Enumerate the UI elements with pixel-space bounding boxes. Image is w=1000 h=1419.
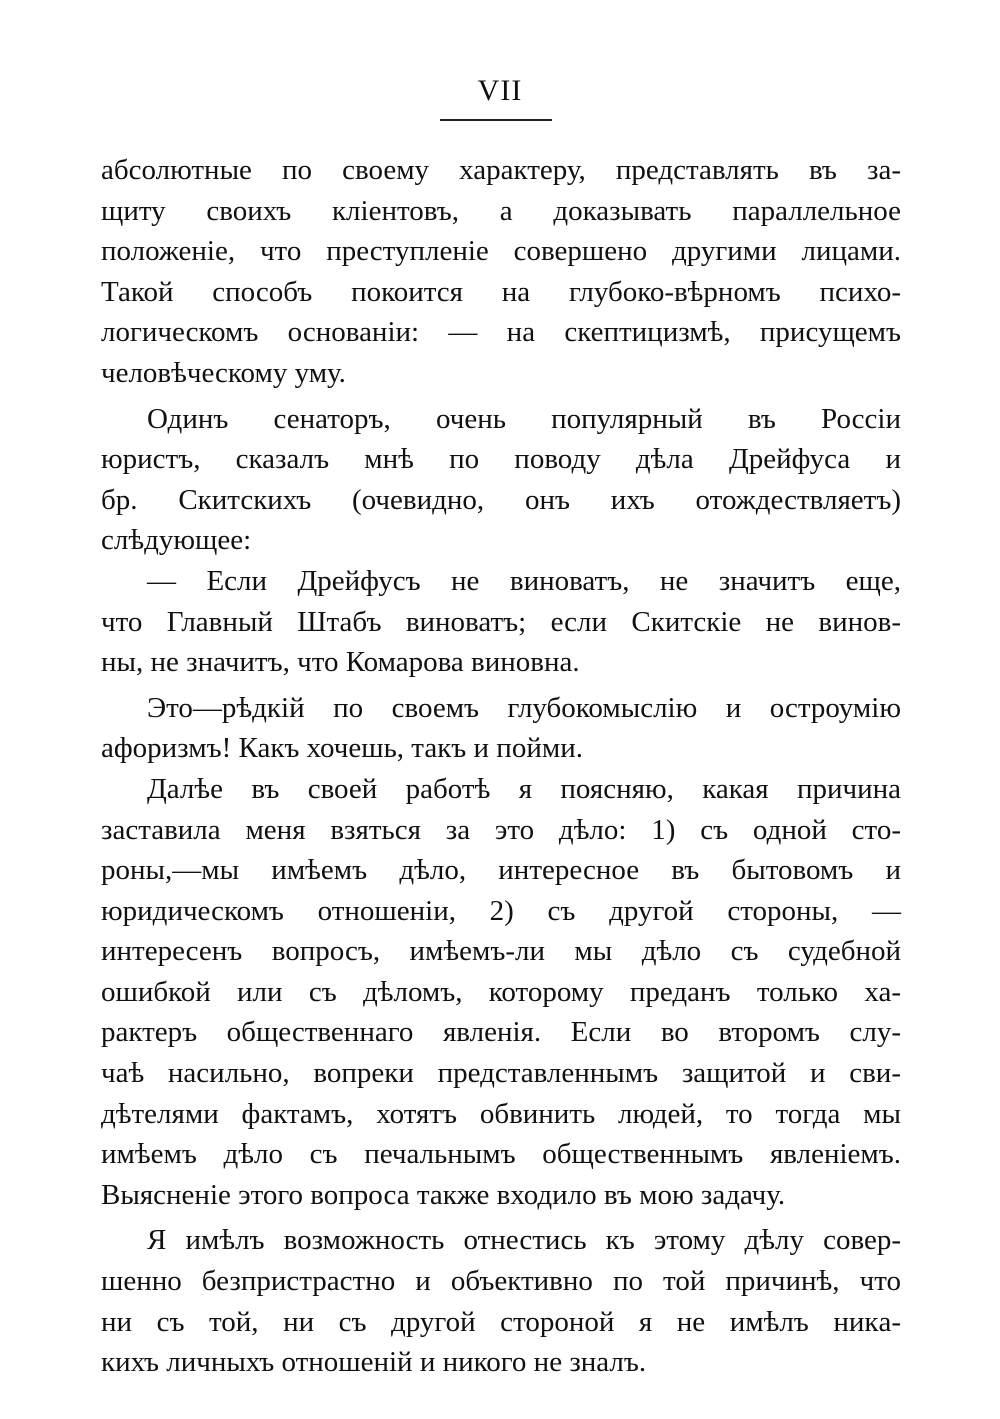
text-line: чаѣ насильно, вопреки представленнымъ защитой и сви- [101, 1057, 901, 1090]
text-line: Я имѣлъ возможность отнестись къ этому дѣлу совер- [147, 1224, 901, 1257]
text-line: рактеръ общественнаго явленія. Если во второмъ слу- [101, 1016, 901, 1049]
text-line: человѣческому уму. [101, 356, 346, 389]
page-number: VII [477, 74, 523, 107]
text-line: логическомъ основаніи: — на скептицизмѣ, присущемъ [101, 316, 901, 349]
text-line: слѣдующее: [101, 524, 252, 557]
text-line: кихъ личныхъ отношеній и никого не зналъ. [101, 1346, 647, 1379]
text-line: ны, не значитъ, что Комарова виновна. [101, 646, 580, 679]
paragraph-4 [101, 688, 901, 769]
text-line: роны,—мы имѣемъ дѣло, интересное въ бытовомъ и [101, 854, 901, 887]
paragraph-2 [101, 399, 901, 561]
text-line: Одинъ сенаторъ, очень популярный въ Россіи [147, 402, 901, 435]
text-line: интересенъ вопросъ, имѣемъ-ли мы дѣло съ судебной [101, 935, 901, 968]
text-line: что Главный Штабъ виноватъ; если Скитскіе не винов- [101, 605, 901, 638]
text-line: абсолютные по своему характеру, представлять въ за- [101, 154, 901, 186]
text-line: юристъ, сказалъ мнѣ по поводу дѣла Дрейфуса и [101, 443, 901, 476]
text-line: Такой способъ покоится на глубоко-вѣрномъ психо- [101, 275, 901, 308]
text-line: Далѣе въ своей работѣ я поясняю, какая причина [147, 772, 901, 805]
text-line: имѣемъ дѣло съ печальнымъ общественнымъ явленіемъ. [101, 1138, 901, 1171]
text-line: дѣтелями фактамъ, хотятъ обвинить людей, то тогда мы [101, 1097, 901, 1130]
text-line: Это—рѣдкій по своемъ глубокомыслію и остроумію [147, 691, 901, 724]
paragraph-3 [101, 561, 901, 683]
text-line: шенно безпристрастно и объективно по той причинѣ, что [101, 1265, 901, 1298]
body-text [101, 150, 901, 1383]
text-line: афоризмъ! Какъ хочешь, такъ и пойми. [101, 732, 583, 765]
text-line: Выясненіе этого вопроса также входило въ мою задачу. [101, 1178, 786, 1211]
header-rule [440, 119, 552, 121]
text-line: ни съ той, ни съ другой стороной я не имѣлъ никa- [101, 1305, 901, 1338]
text-line: юридическомъ отношеніи, 2) съ другой стороны, — [101, 894, 901, 927]
text-line: щиту своихъ кліентовъ, а доказывать параллельное [101, 194, 901, 227]
text-line: положеніе, что преступленіе совершено другими лицами. [101, 235, 901, 268]
text-line: ошибкой или съ дѣломъ, которому преданъ только ха- [101, 975, 901, 1008]
text-line: заставила меня взяться за это дѣло: 1) съ одной сто- [101, 813, 901, 846]
paragraph-6 [101, 1220, 901, 1382]
paragraph-5 [101, 769, 901, 1216]
text-line: бр. Скитскихъ (очевидно, онъ ихъ отождествляетъ) [101, 483, 901, 516]
text-line: — Если Дрейфусъ не виноватъ, не значитъ еще, [147, 564, 901, 597]
paragraph-1 [101, 150, 901, 394]
